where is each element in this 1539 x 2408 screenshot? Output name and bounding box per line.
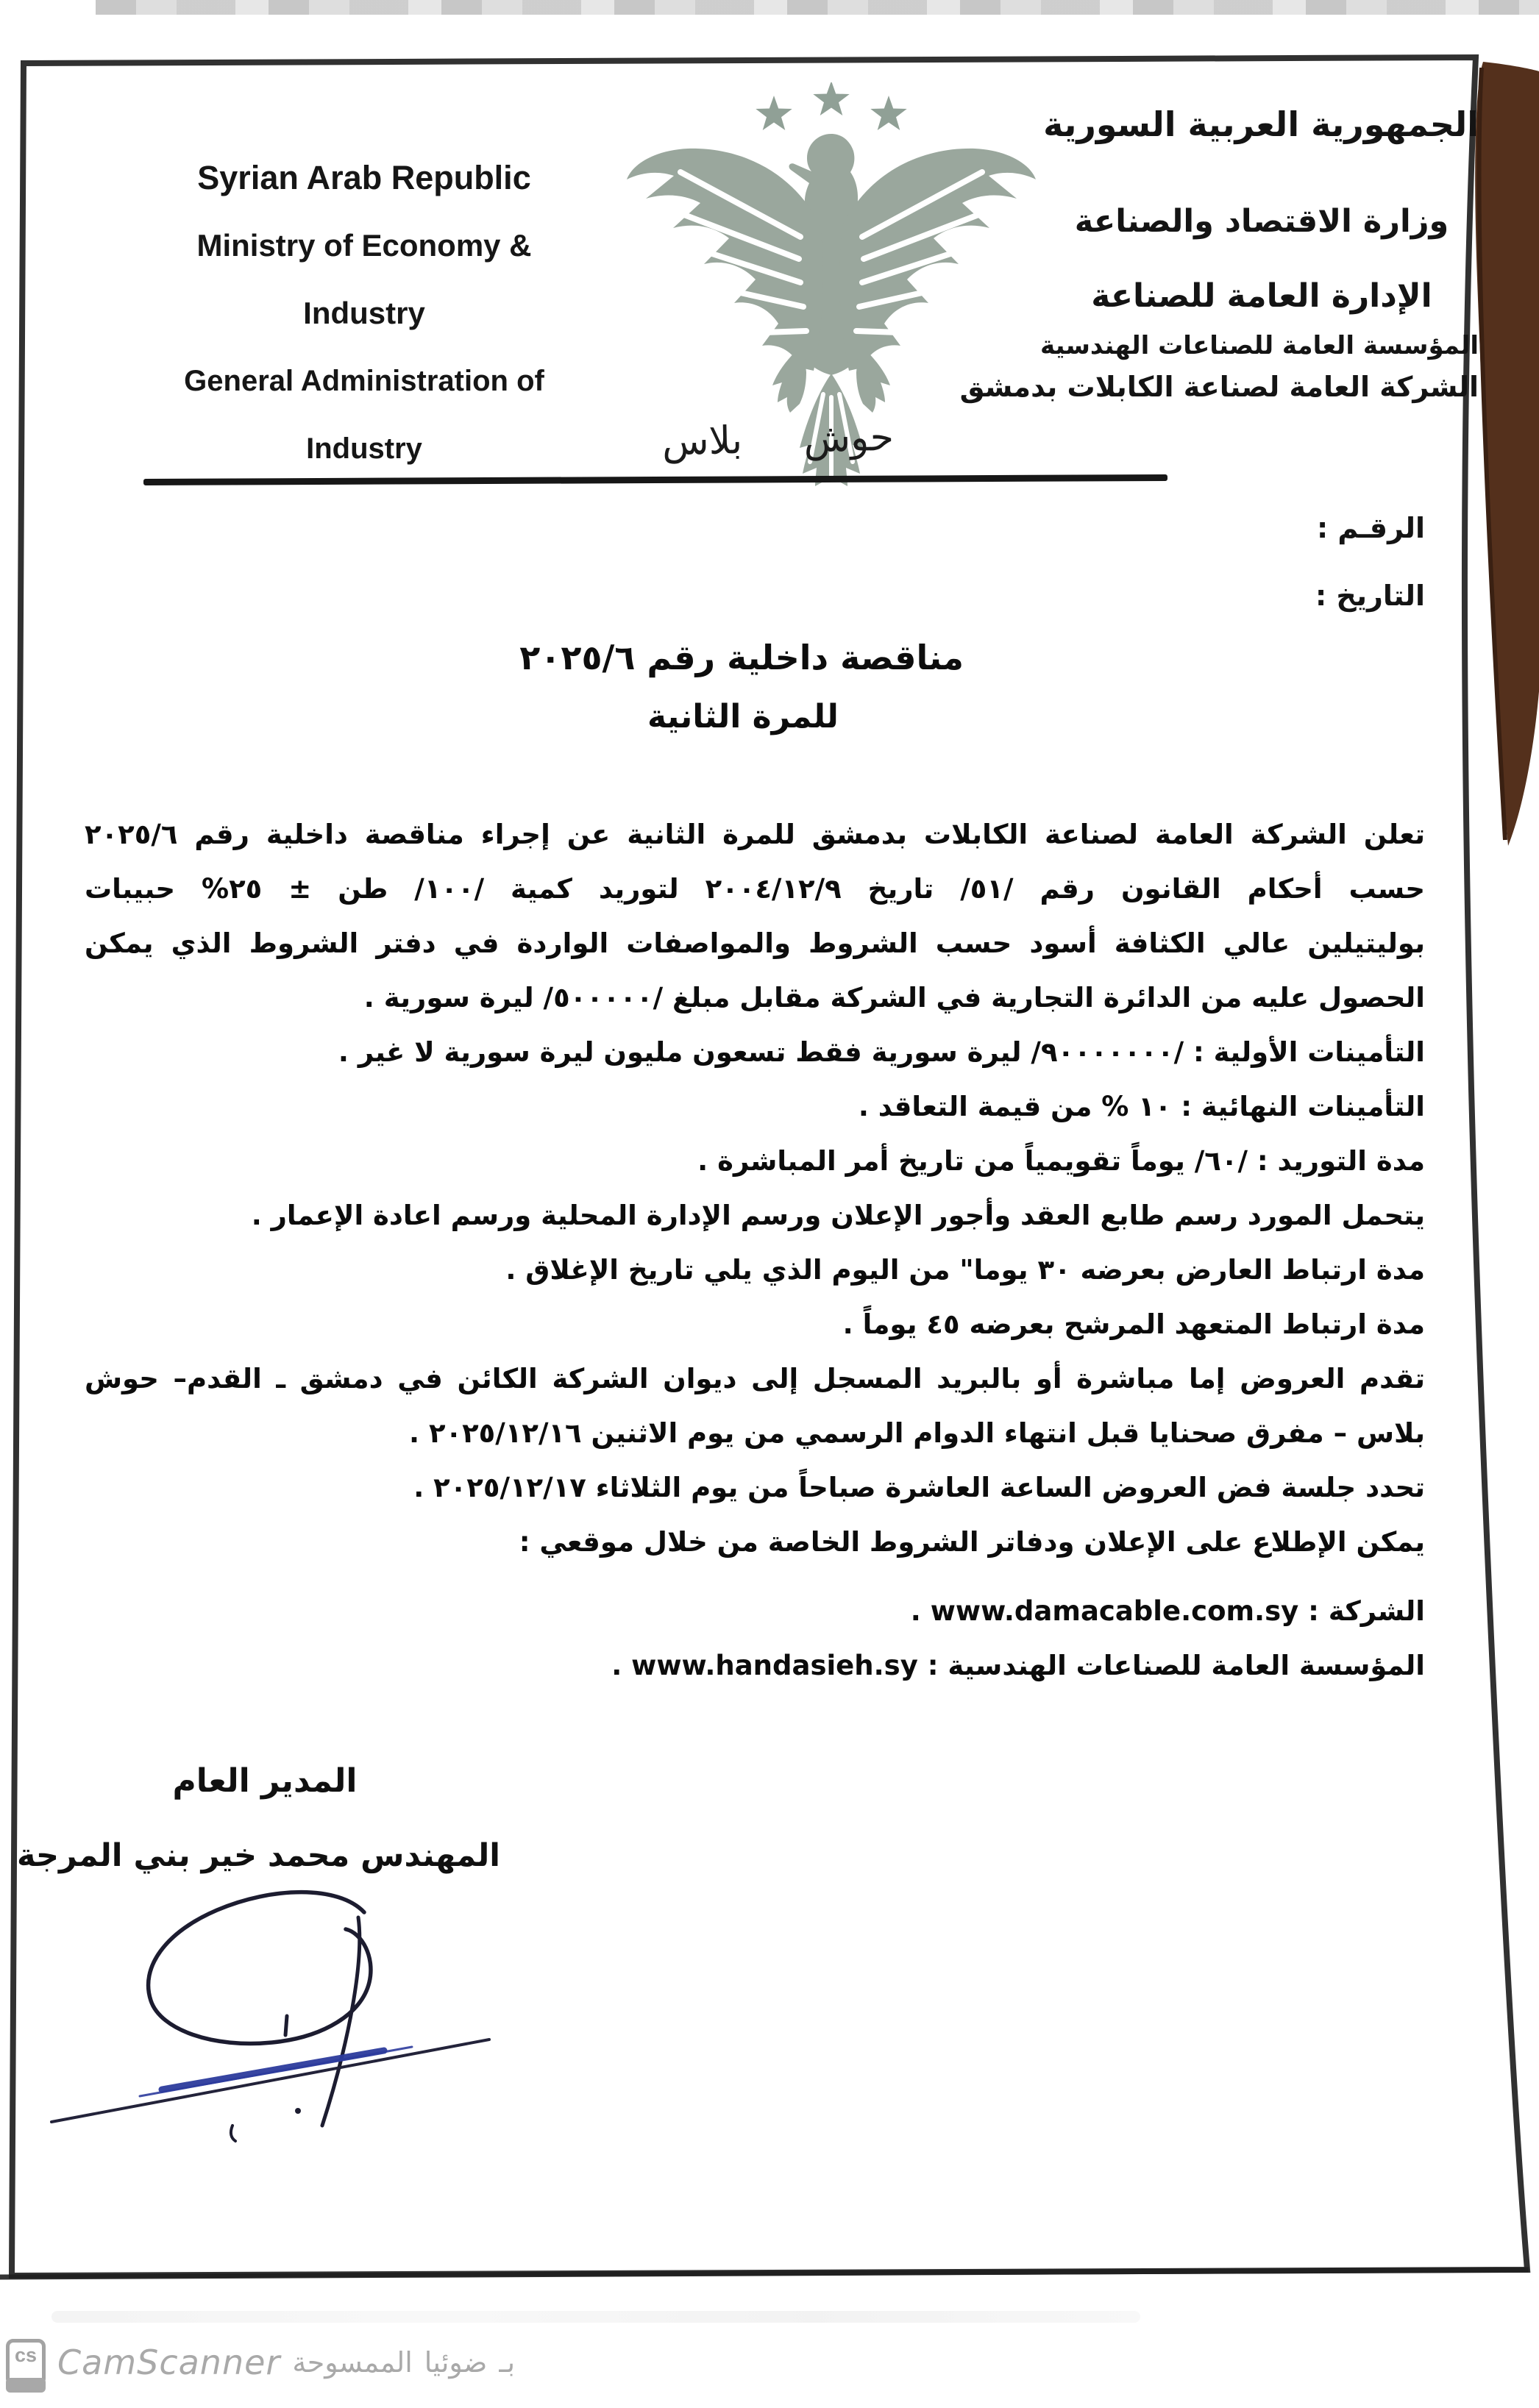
letterhead-en-line: Syrian Arab Republic bbox=[197, 159, 531, 196]
letterhead-ar-line: الجمهورية العربية السورية bbox=[1043, 104, 1479, 144]
letterhead-en-line: General Administration of bbox=[184, 364, 544, 397]
camscanner-brand-text: CamScanner bbox=[57, 2343, 281, 2382]
body-line: الحصول عليه من الدائرة التجارية في الشركة مقابل مبلغ /٥٠٠٠٠٠/ ليرة سورية . bbox=[363, 982, 1425, 1014]
scanned-with-word: الممسوحة bbox=[292, 2346, 413, 2379]
cs-badge-text: cs bbox=[14, 2344, 38, 2366]
ref-number-label: الرقـم : bbox=[1316, 512, 1425, 544]
body-line: التأمينات الأولية : /٩٠٠٠٠٠٠٠/ ليرة سورية فقط تسعون مليون ليرة سورية لا غير . bbox=[338, 1036, 1425, 1068]
body-line: يتحمل المورد رسم طابع العقد وأجور الإعلان ورسم الإدارة المحلية ورسم اعادة الإعمار . bbox=[251, 1200, 1425, 1231]
body-line: مدة ارتباط المتعهد المرشح بعرضه ٤٥ يوماً . bbox=[842, 1308, 1425, 1340]
body-line: التأمينات النهائية : ١٠ % من قيمة التعاقد . bbox=[858, 1091, 1425, 1122]
letterhead-ar-line: المؤسسة العامة للصناعات الهندسية bbox=[1039, 331, 1479, 360]
letterhead-en-line: Industry bbox=[303, 296, 425, 330]
title-line-1: مناقصة داخلية رقم ٢٠٢٥/٦ bbox=[519, 638, 964, 677]
letterhead-ar-line: الشركة العامة لصناعة الكابلات بدمشق bbox=[959, 371, 1479, 403]
body-line: بلاس – مفرق صحنايا قبل انتهاء الدوام الرسمي من يوم الاثنين ٢٠٢٥/١٢/١٦ . bbox=[409, 1417, 1425, 1449]
letterhead-english bbox=[136, 144, 592, 482]
document-title bbox=[519, 627, 964, 746]
camscanner-footer bbox=[6, 2339, 515, 2386]
handwritten-signature bbox=[29, 1872, 530, 2166]
body-line: مدة ارتباط العارض بعرضه ٣٠ يوما" من اليوم الذي يلي تاريخ الإغلاق . bbox=[505, 1254, 1425, 1286]
frame-bottom-line bbox=[0, 2270, 1529, 2277]
body-line: تحدد جلسة فض العروض الساعة العاشرة صباحاً من يوم الثلاثاء ٢٠٢٥/١٢/١٧ . bbox=[413, 1472, 1425, 1503]
scanned-with-word: ضوئيا bbox=[424, 2346, 488, 2379]
body-line: حسب أحكام القانون رقم /٥١/ تاريخ ٢٠٠٤/١٢/٩ لتوريد كمية /١٠٠/ طن ± ٢٥% حبيبات bbox=[85, 873, 1425, 905]
signature-name: المهندس محمد خير بني المرجة bbox=[16, 1837, 500, 1874]
title-line-2: للمرة الثانية bbox=[647, 698, 839, 735]
body-line: يمكن الإطلاع على الإعلان ودفاتر الشروط الخاصة من خلال موقعي : bbox=[519, 1526, 1425, 1558]
body-line-company-url: الشركة : www.damacable.com.sy . bbox=[910, 1595, 1425, 1627]
handwritten-note bbox=[661, 416, 894, 465]
date-label: التاريخ : bbox=[1315, 580, 1425, 612]
body-line: بوليتيلين عالي الكثافة أسود حسب الشروط والمواصفات الواردة في دفتر الشروط الذي يمكن bbox=[85, 927, 1425, 959]
announcement-body bbox=[85, 808, 1425, 1693]
body-line-org-url: المؤسسة العامة للصناعات الهندسية : www.handasieh.sy . bbox=[611, 1650, 1425, 1681]
camscanner-logo-icon bbox=[6, 2339, 46, 2386]
letterhead-ar-line: وزارة الاقتصاد والصناعة bbox=[1074, 203, 1449, 240]
body-line: تعلن الشركة العامة لصناعة الكابلات بدمشق للمرة الثانية عن إجراء مناقصة داخلية رقم ٢٠٢٥/٦ bbox=[85, 819, 1425, 850]
handwritten-word: حوش bbox=[803, 415, 895, 462]
scanned-with-word: بـ bbox=[499, 2346, 516, 2379]
letterhead-ar-line: الإدارة العامة للصناعة bbox=[1091, 277, 1432, 315]
body-line: تقدم العروض إما مباشرة أو بالبريد المسجل إلى ديوان الشركة الكائن في دمشق ـ القدم– حوش bbox=[85, 1363, 1425, 1394]
letterhead-en-line: Industry bbox=[306, 432, 422, 465]
scan-smudge bbox=[51, 2311, 1140, 2323]
letterhead-arabic bbox=[959, 0, 1479, 515]
body-line: مدة التوريد : /٦٠/ يوماً تقويمياً من تاريخ أمر المباشرة . bbox=[697, 1145, 1425, 1177]
signature-role: المدير العام bbox=[172, 1762, 358, 1800]
three-stars-icon bbox=[756, 82, 906, 130]
cs-badge-bar bbox=[6, 2378, 46, 2393]
handwritten-word: بلاس bbox=[661, 418, 743, 465]
letterhead-en-line: Ministry of Economy & bbox=[196, 228, 532, 263]
